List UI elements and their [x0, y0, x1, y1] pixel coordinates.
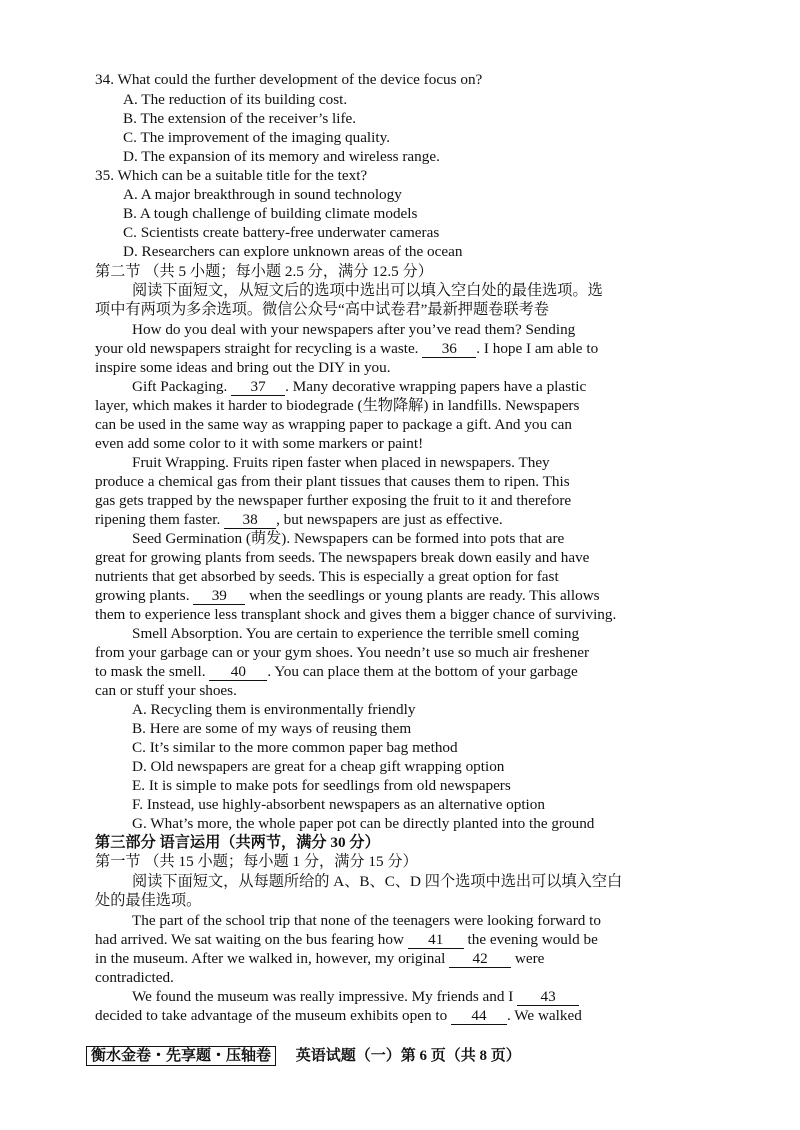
q34-option-c: C. The improvement of the imaging quality. [123, 129, 390, 146]
q34-option-d: D. The expansion of its memory and wireless range. [123, 148, 440, 165]
passage-line: gas gets trapped by the newspaper further exposing the fruit to it and therefore [95, 492, 572, 509]
passage-line: decided to take advantage of the museum exhibits open to 44 . We walked [95, 1007, 582, 1024]
page-number: 英语试题（一）第 6 页（共 8 页） [295, 1048, 521, 1064]
passage-line: even add some color to it with some markers or paint! [95, 435, 424, 452]
option-a: A. Recycling them is environmentally friendly [132, 701, 416, 718]
passage-line: inspire some ideas and bring out the DIY in you. [95, 359, 391, 376]
passage-line: layer, which makes it harder to biodegrade (生物降解) in landfills. Newspapers [95, 397, 580, 414]
q35-option-a: A. A major breakthrough in sound technology [123, 186, 402, 203]
passage-line: to mask the smell. 40 . You can place them at the bottom of your garbage [95, 663, 578, 680]
q35-option-b: B. A tough challenge of building climate models [123, 205, 418, 222]
passage-line: can be used in the same way as wrapping paper to package a gift. And you can [95, 416, 572, 433]
passage-line: Smell Absorption. You are certain to experience the terrible smell coming [132, 625, 580, 642]
blank-37[interactable]: 37 [231, 379, 285, 396]
question-35-stem: 35. Which can be a suitable title for the text? [95, 167, 368, 184]
section-2-instruction-2: 项中有两项为多余选项。微信公众号“高中试卷君”最新押题卷联考卷 [95, 301, 549, 318]
part-3-section-heading: 第一节 （共 15 小题；每小题 1 分，满分 15 分） [95, 853, 418, 870]
option-e: E. It is simple to make pots for seedlings from old newspapers [132, 777, 511, 794]
page-footer [86, 1044, 521, 1065]
series-label: 衡水金卷・先享题・压轴卷 [86, 1046, 276, 1066]
passage-line: ripening them faster. 38 , but newspapers are just as effective. [95, 511, 503, 528]
q34-option-a: A. The reduction of its building cost. [123, 91, 348, 108]
passage-line: contradicted. [95, 969, 174, 986]
passage-line: great for growing plants from seeds. The newspapers break down easily and have [95, 549, 590, 566]
passage-line: had arrived. We sat waiting on the bus fearing how 41 the evening would be [95, 931, 598, 948]
passage-line: can or stuff your shoes. [95, 682, 237, 699]
passage-line: nutrients that get absorbed by seeds. This is especially a great option for fast [95, 568, 559, 585]
blank-41[interactable]: 41 [408, 932, 464, 949]
q35-option-d: D. Researchers can explore unknown areas of the ocean [123, 243, 463, 260]
q34-option-b: B. The extension of the receiver’s life. [123, 110, 357, 127]
passage-line: them to experience less transplant shock and gives them a bigger chance of surviving. [95, 606, 617, 623]
question-34-stem: 34. What could the further development of the device focus on? [95, 71, 483, 88]
passage-line: produce a chemical gas from their plant tissues that causes them to ripen. This [95, 473, 570, 490]
option-d: D. Old newspapers are great for a cheap gift wrapping option [132, 758, 505, 775]
q35-option-c: C. Scientists create battery-free underwater cameras [123, 224, 440, 241]
passage-line: The part of the school trip that none of the teenagers were looking forward to [132, 912, 601, 929]
option-g: G. What’s more, the whole paper pot can be directly planted into the ground [132, 815, 595, 832]
blank-43[interactable]: 43 [517, 989, 579, 1006]
passage-line: How do you deal with your newspapers after you’ve read them? Sending [132, 321, 576, 338]
passage-line: Seed Germination (萌发). Newspapers can be formed into pots that are [132, 530, 565, 547]
blank-39[interactable]: 39 [193, 588, 245, 605]
blank-44[interactable]: 44 [451, 1008, 507, 1025]
passage-line: your old newspapers straight for recycling is a waste. 36 . I hope I am able to [95, 340, 599, 357]
section-2-instruction-1: 阅读下面短文，从短文后的选项中选出可以填入空白处的最佳选项。选 [132, 282, 603, 299]
passage-line: Gift Packaging. 37 . Many decorative wrapping papers have a plastic [132, 378, 587, 395]
part-3-heading: 第三部分 语言运用（共两节，满分 30 分） [95, 834, 380, 851]
blank-38[interactable]: 38 [224, 512, 276, 529]
option-c: C. It’s similar to the more common paper bag method [132, 739, 458, 756]
blank-36[interactable]: 36 [422, 341, 476, 358]
part-3-instruction-1: 阅读下面短文，从每题所给的 A、B、C、D 四个选项中选出可以填入空白 [132, 873, 623, 890]
passage-line: in the museum. After we walked in, however, my original 42 were [95, 950, 545, 967]
passage-line: We found the museum was really impressive. My friends and I 43 [132, 987, 742, 1006]
passage-line: growing plants. 39 when the seedlings or young plants are ready. This allows [95, 587, 600, 604]
option-b: B. Here are some of my ways of reusing them [132, 720, 412, 737]
blank-40[interactable]: 40 [209, 664, 267, 681]
passage-line: from your garbage can or your gym shoes. You needn’t use so much air freshener [95, 644, 590, 661]
blank-42[interactable]: 42 [449, 951, 511, 968]
passage-line: Fruit Wrapping. Fruits ripen faster when placed in newspapers. They [132, 454, 550, 471]
option-f: F. Instead, use highly-absorbent newspapers as an alternative option [132, 796, 545, 813]
part-3-instruction-2: 处的最佳选项。 [95, 892, 202, 909]
section-2-heading: 第二节 （共 5 小题；每小题 2.5 分，满分 12.5 分） [95, 263, 433, 280]
